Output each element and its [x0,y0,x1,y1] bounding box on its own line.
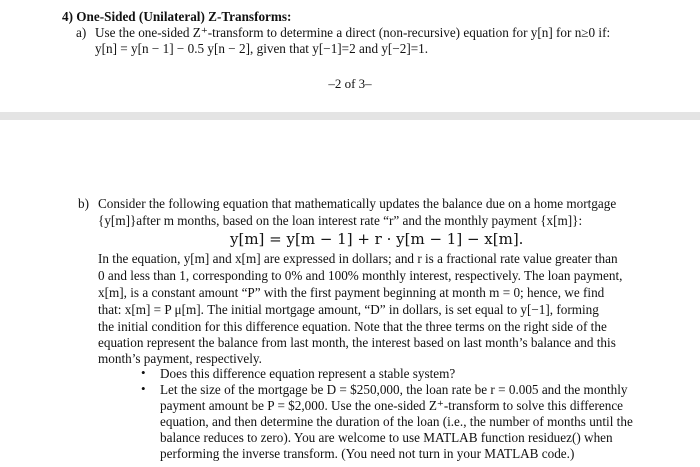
bullet-2-line: equation, and then determine the duration of the loan (i.e., the number of months until the [160,414,633,429]
section-heading: 4) One-Sided (Unilateral) Z-Transforms: [62,9,292,24]
bullet-2-line: Let the size of the mortgage be D = $250,000, the loan rate be r = 0.005 and the monthly [160,382,628,397]
bullet-2-line: performing the inverse transform. (You need not turn in your MATLAB code.) [160,446,575,461]
page-2 [0,120,700,467]
page-number: –2 of 3– [328,76,372,91]
bullet-1-text: Does this difference equation represent a stable system? [160,366,456,381]
paragraph-line: In the equation, y[m] and x[m] are expressed in dollars; and r is a fractional rate value greater than [98,251,618,266]
bullet-2-line: payment amount be P = $2,000. Use the one-sided Z⁺-transform to solve this difference [160,398,624,413]
paragraph-line: equation represent the balance from last month, the interest based on last month’s balance and this [98,335,616,350]
part-a-label: a) [76,25,87,40]
paragraph-line: the initial condition for this difference equation. Note that the three terms on the right side of the [98,319,607,334]
paragraph-line: that: x[m] = P μ[m]. The initial mortgage amount, “D” in dollars, is set equal to y[−1], forming [98,302,599,317]
paragraph-line: month’s payment, respectively. [98,351,262,366]
part-b-line-1: Consider the following equation that mathematically updates the balance due on a home mortgage [98,196,617,211]
part-a-line-2: y[n] = y[n − 1] − 0.5 y[n − 2], given that y[−1]=2 and y[−2]=1. [95,41,429,56]
part-b-label: b) [78,196,89,211]
bullet-icon: • [141,381,146,396]
bullet-2-line: balance reduces to zero). You are welcome to use MATLAB function residuez() when [160,430,613,445]
paragraph-line: x[m], is a constant amount “P” with the first payment beginning at month m = 0; hence, we find [98,285,605,300]
bullet-icon: • [141,365,146,380]
part-a-line-1: Use the one-sided Z⁺-transform to determine a direct (non-recursive) equation for y[n] for n≥0 if: [95,25,611,40]
page-1 [0,0,700,112]
difference-equation: y[m] = y[m − 1] + r · y[m − 1] − x[m]. [230,230,524,248]
part-b-line-2: {y[m]}after m months, based on the loan interest rate “r” and the monthly payment {x[m]}: [98,213,583,228]
paragraph-line: 0 and less than 1, corresponding to 0% and 100% monthly interest, respectively. The loan payment, [98,268,623,283]
